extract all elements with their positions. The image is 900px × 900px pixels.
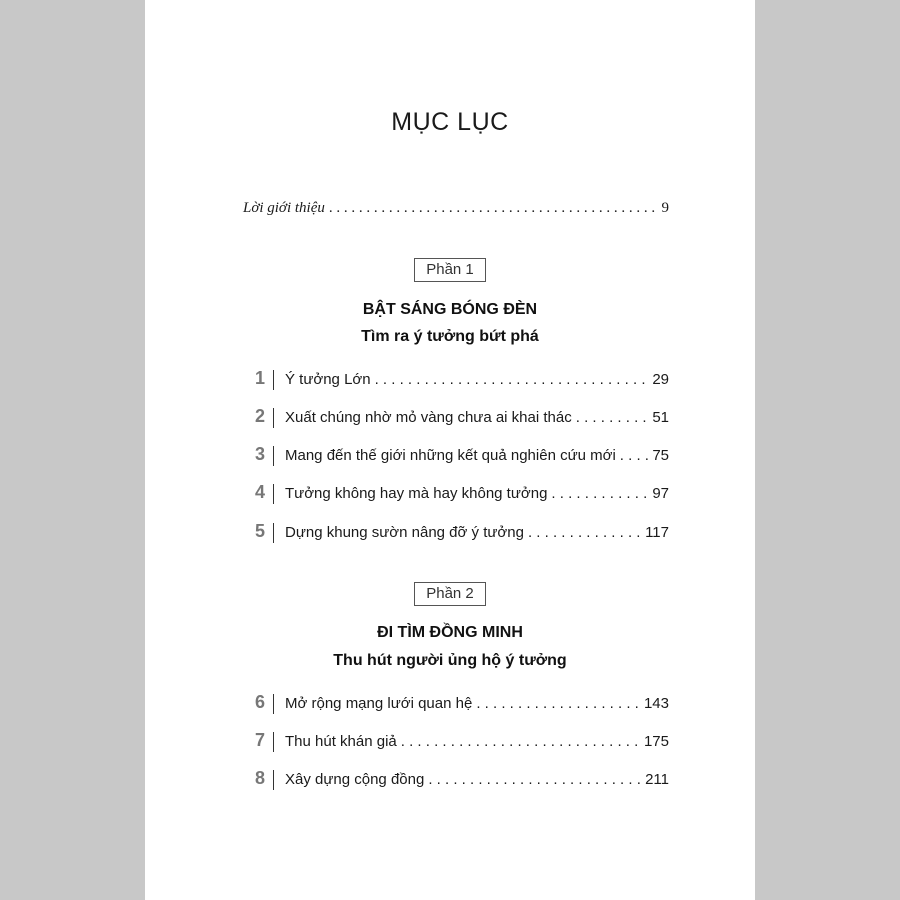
chapter-title: Thu hút khán giả [285, 733, 397, 750]
part-1-label: Phần 1 [414, 258, 486, 282]
toc-entry-chapter-1 [249, 368, 669, 392]
chapter-number: 1 [254, 368, 265, 388]
chapter-title: Mang đến thế giới những kết quả nghiên cứu mới [285, 447, 616, 464]
chapter-divider [273, 523, 274, 543]
chapter-number: 6 [254, 692, 265, 712]
dot-leader [528, 524, 641, 541]
part-2-label-box [145, 582, 755, 606]
chapter-title: Ý tưởng Lớn [285, 371, 371, 388]
chapter-divider [273, 694, 274, 714]
chapter-divider [273, 408, 274, 428]
toc-entry-chapter-4 [249, 482, 669, 506]
dot-leader [428, 771, 641, 788]
part-1-heading: BẬT SÁNG BÓNG ĐÈN [362, 301, 538, 318]
chapter-divider [273, 446, 274, 466]
chapter-page: 51 [652, 409, 669, 426]
toc-entry-chapter-3 [249, 444, 669, 468]
part-2-subheading: Thu hút người ủng hộ ý tưởng [333, 652, 567, 669]
toc-entry-chapter-2 [249, 406, 669, 430]
chapter-page: 97 [652, 485, 669, 502]
part-2-label: Phần 2 [414, 582, 486, 606]
chapter-number: 2 [254, 406, 265, 426]
dot-leader [401, 733, 640, 750]
part-1-label-box [145, 258, 755, 282]
book-page [145, 0, 755, 900]
chapter-number: 7 [254, 730, 265, 750]
toc-entry-title: Lời giới thiệu [243, 200, 325, 216]
chapter-divider [273, 732, 274, 752]
chapter-number: 3 [254, 444, 265, 464]
chapter-title: Mở rộng mạng lưới quan hệ [285, 695, 473, 712]
chapter-divider [273, 484, 274, 504]
dot-leader [551, 485, 648, 502]
chapter-page: 117 [645, 524, 669, 541]
chapter-number: 4 [254, 482, 265, 502]
chapter-title: Dựng khung sườn nâng đỡ ý tưởng [285, 524, 524, 541]
chapter-number: 8 [254, 768, 265, 788]
part-2-heading: ĐI TÌM ĐỒNG MINH [377, 624, 523, 641]
dot-leader [620, 447, 649, 464]
chapter-number: 5 [254, 521, 265, 541]
chapter-page: 175 [643, 733, 669, 750]
part-1-subheading: Tìm ra ý tưởng bứt phá [361, 328, 539, 345]
dot-leader [476, 695, 640, 712]
dot-leader [329, 200, 658, 217]
chapter-page: 143 [643, 695, 669, 712]
toc-entry-chapter-8 [249, 768, 669, 792]
chapter-title: Xuất chúng nhờ mỏ vàng chưa ai khai thác [285, 409, 572, 426]
page-title: MỤC LỤC [391, 108, 509, 136]
toc-entry-chapter-6 [249, 692, 669, 716]
toc-entry-chapter-7 [249, 730, 669, 754]
toc-entry-page: 9 [661, 200, 669, 216]
dot-leader [375, 371, 649, 388]
chapter-title: Tưởng không hay mà hay không tưởng [285, 485, 548, 502]
dot-leader [576, 409, 649, 426]
chapter-divider [273, 370, 274, 390]
chapter-page: 211 [645, 771, 669, 788]
chapter-page: 29 [652, 371, 669, 388]
chapter-title: Xây dựng cộng đồng [285, 771, 425, 788]
toc-entry-intro [243, 200, 669, 222]
chapter-divider [273, 770, 274, 790]
toc-entry-chapter-5 [249, 521, 669, 545]
chapter-page: 75 [652, 447, 669, 464]
